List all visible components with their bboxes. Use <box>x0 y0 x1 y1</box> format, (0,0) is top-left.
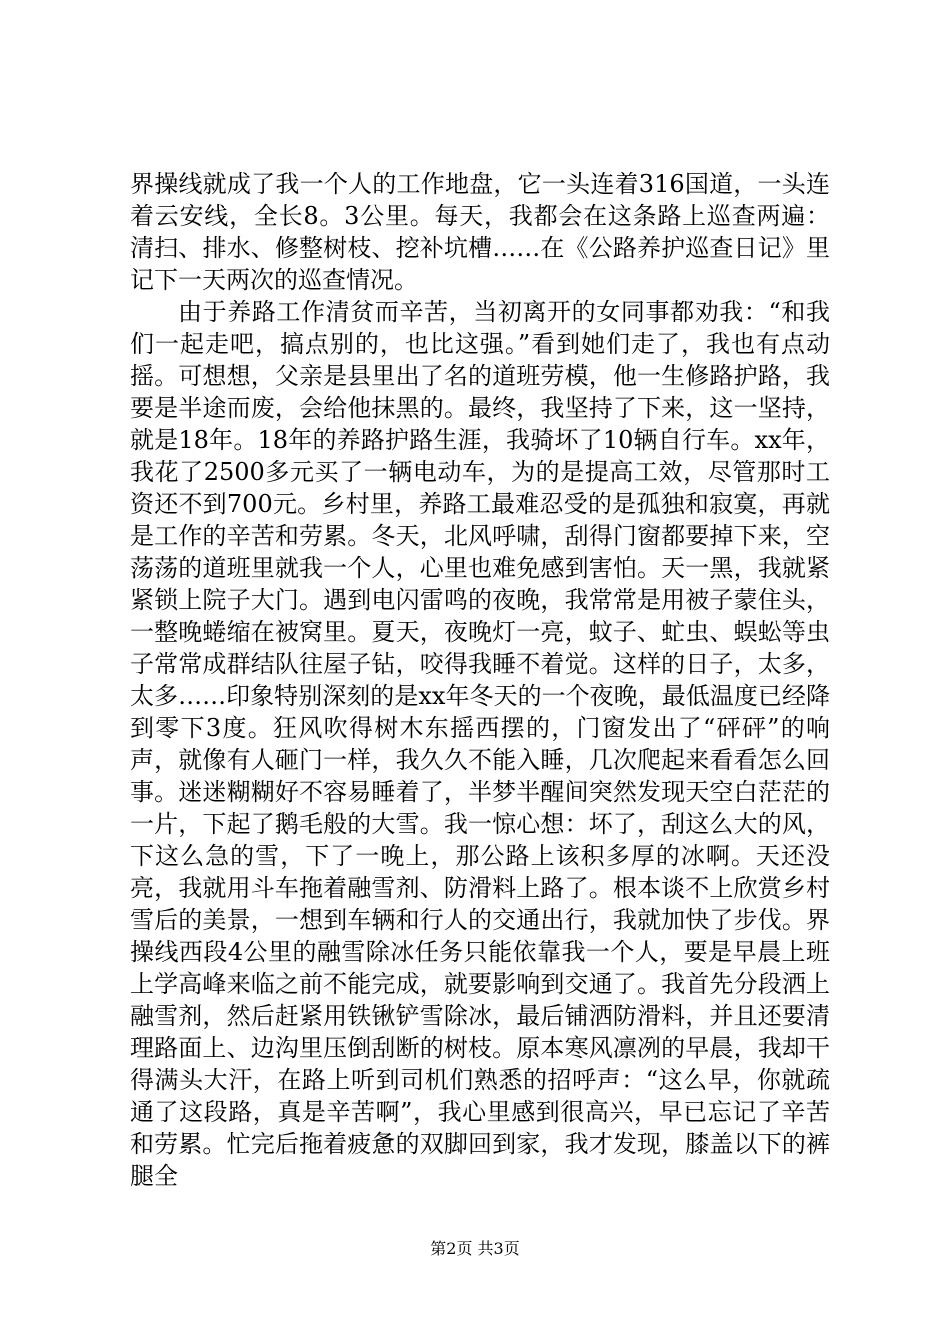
paragraph: 由于养路工作清贫而辛苦，当初离开的女同事都劝我：“和我们一起走吧，搞点别的，也比这强。”看到她们走了，我也有点动摇。可想想，父亲是县里出了名的道班劳模，他一生修路护路，我要是半途而废，会给他抹黑的。最终，我坚持了下来，这一坚持，就是18年。18年的养路护路生涯，我骑坏了10辆自行车。xx年，我花了2500多元买了一辆电动车，为的是提高工效，尽管那时工资还不到700元。乡村里，养路工最难忍受的是孤独和寂寞，再就是工作的辛苦和劳累。冬天，北风呼啸，刮得门窗都要掉下来，空荡荡的道班里就我一个人，心里也难免感到害怕。天一黑，我就紧紧锁上院子大门。遇到电闪雷鸣的夜晚，我常常是用被子蒙住头，一整晚蜷缩在被窝里。夏天，夜晚灯一亮，蚊子、虻虫、蜈蚣等虫子常常成群结队往屋子钻，咬得我睡不着觉。这样的日子，太多，太多……印象特别深刻的是xx年冬天的一个夜晚，最低温度已经降到零下3度。狂风吹得树木东摇西摆的，门窗发出了“砰砰”的响声，就像有人砸门一样，我久久不能入睡，几次爬起来看看怎么回事。迷迷糊糊好不容易睡着了，半梦半醒间突然发现天空白茫茫的一片，下起了鹅毛般的大雪。我一惊心想：坏了，刮这么大的风，下这么急的雪，下了一晚上，那公路上该积多厚的冰啊。天还没亮，我就用斗车拖着融雪剂、防滑料上路了。根本谈不上欣赏乡村雪后的美景，一想到车辆和行人的交通出行，我就加快了步伐。界操线西段4公里的融雪除冰任务只能依靠我一个人，要是早晨上班上学高峰来临之前不能完成，就要影响到交通了。我首先分段洒上融雪剂，然后赶紧用铁锹铲雪除冰，最后铺洒防滑料，并且还要清理路面上、边沟里压倒刮断的树枝。原本寒风凛冽的早晨，我却干得满头大汗，在路上听到司机们熟悉的招呼声：“这么早，你就疏通了这段路，真是辛苦啊”，我心里感到很高兴，早已忘记了辛苦和劳累。忙完后拖着疲惫的双脚回到家，我才发现，膝盖以下的裤腿全 <box>130 298 830 1190</box>
page-footer: 第2页 共3页 <box>430 1239 520 1258</box>
document-body <box>130 168 830 1192</box>
paragraph-continued: 界操线就成了我一个人的工作地盘，它一头连着316国道，一头连着云安线，全长8。3公里。每天，我都会在这条路上巡查两遍：清扫、排水、修整树枝、挖补坑槽……在《公路养护巡查日记》里记下一天两次的巡查情况。 <box>130 170 830 294</box>
